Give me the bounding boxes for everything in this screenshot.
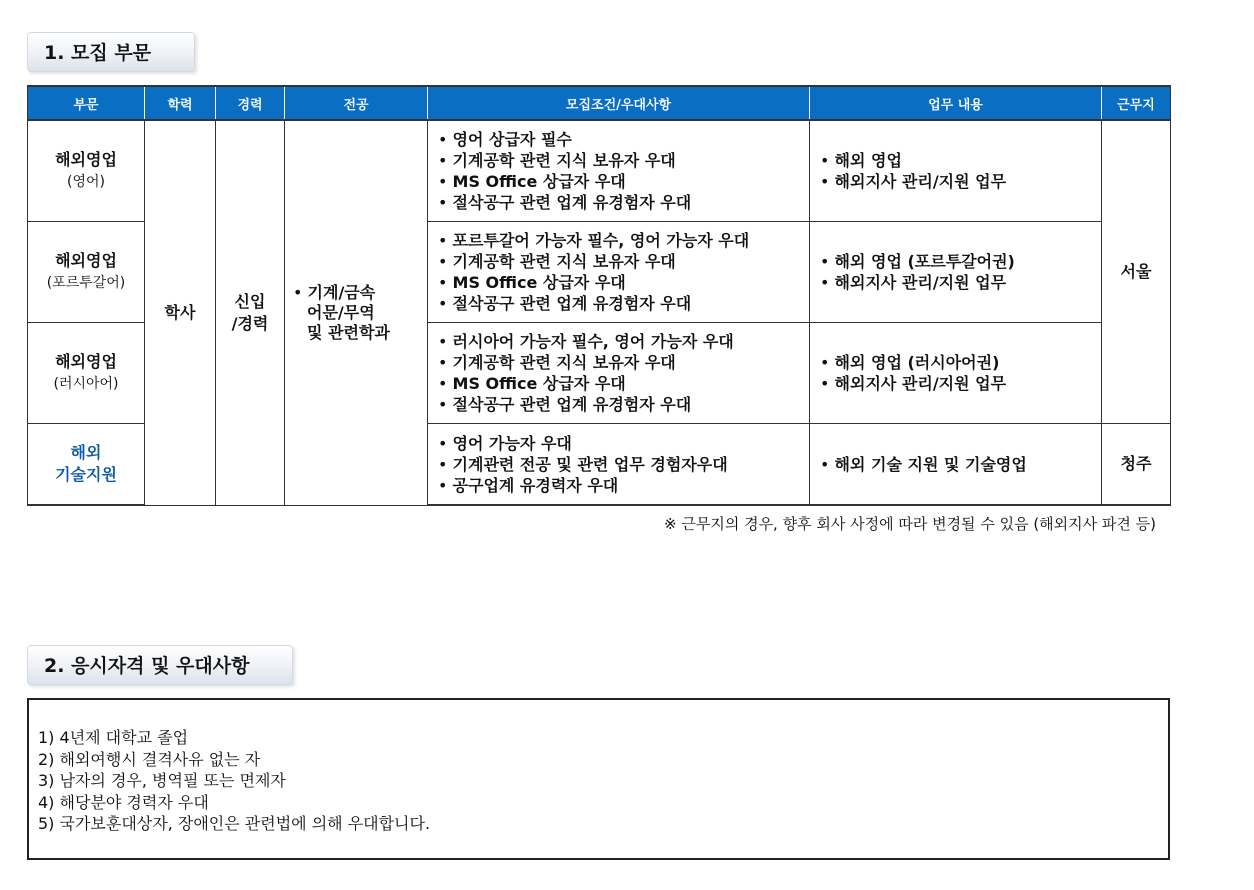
condition-item: • 기계관련 전공 및 관련 업무 경험자우대: [438, 454, 809, 475]
condition-item: • 절삭공구 관련 업계 유경험자 우대: [438, 293, 809, 314]
section-title-qualifications: 2. 응시자격 및 우대사항: [27, 645, 293, 685]
duties-cell: [810, 323, 1102, 424]
condition-item: • 포르투갈어 가능자 필수, 영어 가능자 우대: [438, 230, 809, 251]
dept-cell: [28, 120, 145, 222]
career-line1: 신입: [234, 291, 266, 311]
conditions-cell: [428, 120, 810, 222]
recruitment-table: [27, 85, 1171, 506]
condition-item: • 절삭공구 관련 업계 유경험자 우대: [438, 192, 809, 213]
conditions-cell: [428, 222, 810, 323]
career-cell: [216, 120, 285, 505]
header-location: 근무지: [1102, 86, 1171, 120]
condition-item: • 기계공학 관련 지식 보유자 우대: [438, 352, 809, 373]
career-line2: /경력: [231, 313, 269, 333]
duty-item: • 해외지사 관리/지원 업무: [820, 373, 1101, 394]
condition-item: • 절삭공구 관련 업계 유경험자 우대: [438, 394, 809, 415]
header-duties: 업무 내용: [810, 86, 1102, 120]
condition-item: • 기계공학 관련 지식 보유자 우대: [438, 251, 809, 272]
header-major: 전공: [285, 86, 428, 120]
duty-item: • 해외 영업 (포르투갈어권): [820, 251, 1101, 272]
major-cell: [285, 120, 428, 505]
duties-cell: [810, 424, 1102, 506]
dept-name: 기술지원: [55, 465, 117, 484]
section-title-recruitment: 1. 모집 부문: [27, 32, 195, 72]
condition-item: • 공구업계 유경력자 우대: [438, 475, 809, 496]
duties-cell: [810, 222, 1102, 323]
conditions-cell: [428, 323, 810, 424]
header-department: 부문: [28, 86, 145, 120]
dept-cell: [28, 323, 145, 424]
education-cell: 학사: [145, 120, 216, 505]
dept-cell: [28, 424, 145, 506]
dept-name: 해외영업: [55, 251, 117, 270]
dept-sub: (영어): [67, 174, 105, 190]
qualifications-box: [27, 698, 1170, 860]
duties-cell: [810, 120, 1102, 222]
dept-name: 해외영업: [55, 150, 117, 169]
location-cell: 서울: [1102, 120, 1171, 424]
location-note: ※ 근무지의 경우, 향후 회사 사정에 따라 변경될 수 있음 (해외지사 파견 등): [664, 515, 1156, 533]
location-cell: 청주: [1102, 424, 1171, 506]
qualification-item: 4) 해당분야 경력자 우대: [38, 792, 209, 812]
qualification-item: 3) 남자의 경우, 병역필 또는 면제자: [38, 771, 286, 790]
duty-item: • 해외지사 관리/지원 업무: [820, 272, 1101, 293]
condition-item: • 영어 가능자 우대: [438, 433, 809, 454]
header-conditions: 모집조건/우대사항: [428, 86, 810, 120]
qualification-item: 5) 국가보훈대상자, 장애인은 관련법에 의해 우대합니다.: [38, 814, 431, 833]
duty-item: • 해외 기술 지원 및 기술영업: [820, 454, 1101, 475]
qualification-item: 1) 4년제 대학교 졸업: [38, 728, 189, 747]
duty-item: • 해외 영업: [820, 150, 1101, 171]
major-line: • 기계/금속: [293, 283, 427, 303]
table-header-row: [28, 86, 1171, 120]
duty-item: • 해외 영업 (러시아어권): [820, 352, 1101, 373]
duty-item: • 해외지사 관리/지원 업무: [820, 171, 1101, 192]
condition-item: • 기계공학 관련 지식 보유자 우대: [438, 150, 809, 171]
table-row: [28, 120, 1171, 222]
major-line: 및 관련학과: [307, 322, 390, 342]
dept-cell: [28, 222, 145, 323]
dept-sub: (포르투갈어): [46, 275, 126, 291]
dept-sub: (러시아어): [53, 376, 119, 392]
condition-item: • 러시아어 가능자 필수, 영어 가능자 우대: [438, 331, 809, 352]
major-line: 어문/무역: [307, 302, 375, 322]
condition-item: • MS Office 상급자 우대: [438, 272, 809, 293]
header-career: 경력: [216, 86, 285, 120]
qualification-item: 2) 해외여행시 결격사유 없는 자: [38, 749, 261, 769]
condition-item: • MS Office 상급자 우대: [438, 171, 809, 192]
condition-item: • MS Office 상급자 우대: [438, 373, 809, 394]
dept-name: 해외영업: [55, 352, 117, 371]
condition-item: • 영어 상급자 필수: [438, 129, 809, 150]
header-education: 학력: [145, 86, 216, 120]
dept-name: 해외: [70, 443, 102, 462]
conditions-cell: [428, 424, 810, 506]
